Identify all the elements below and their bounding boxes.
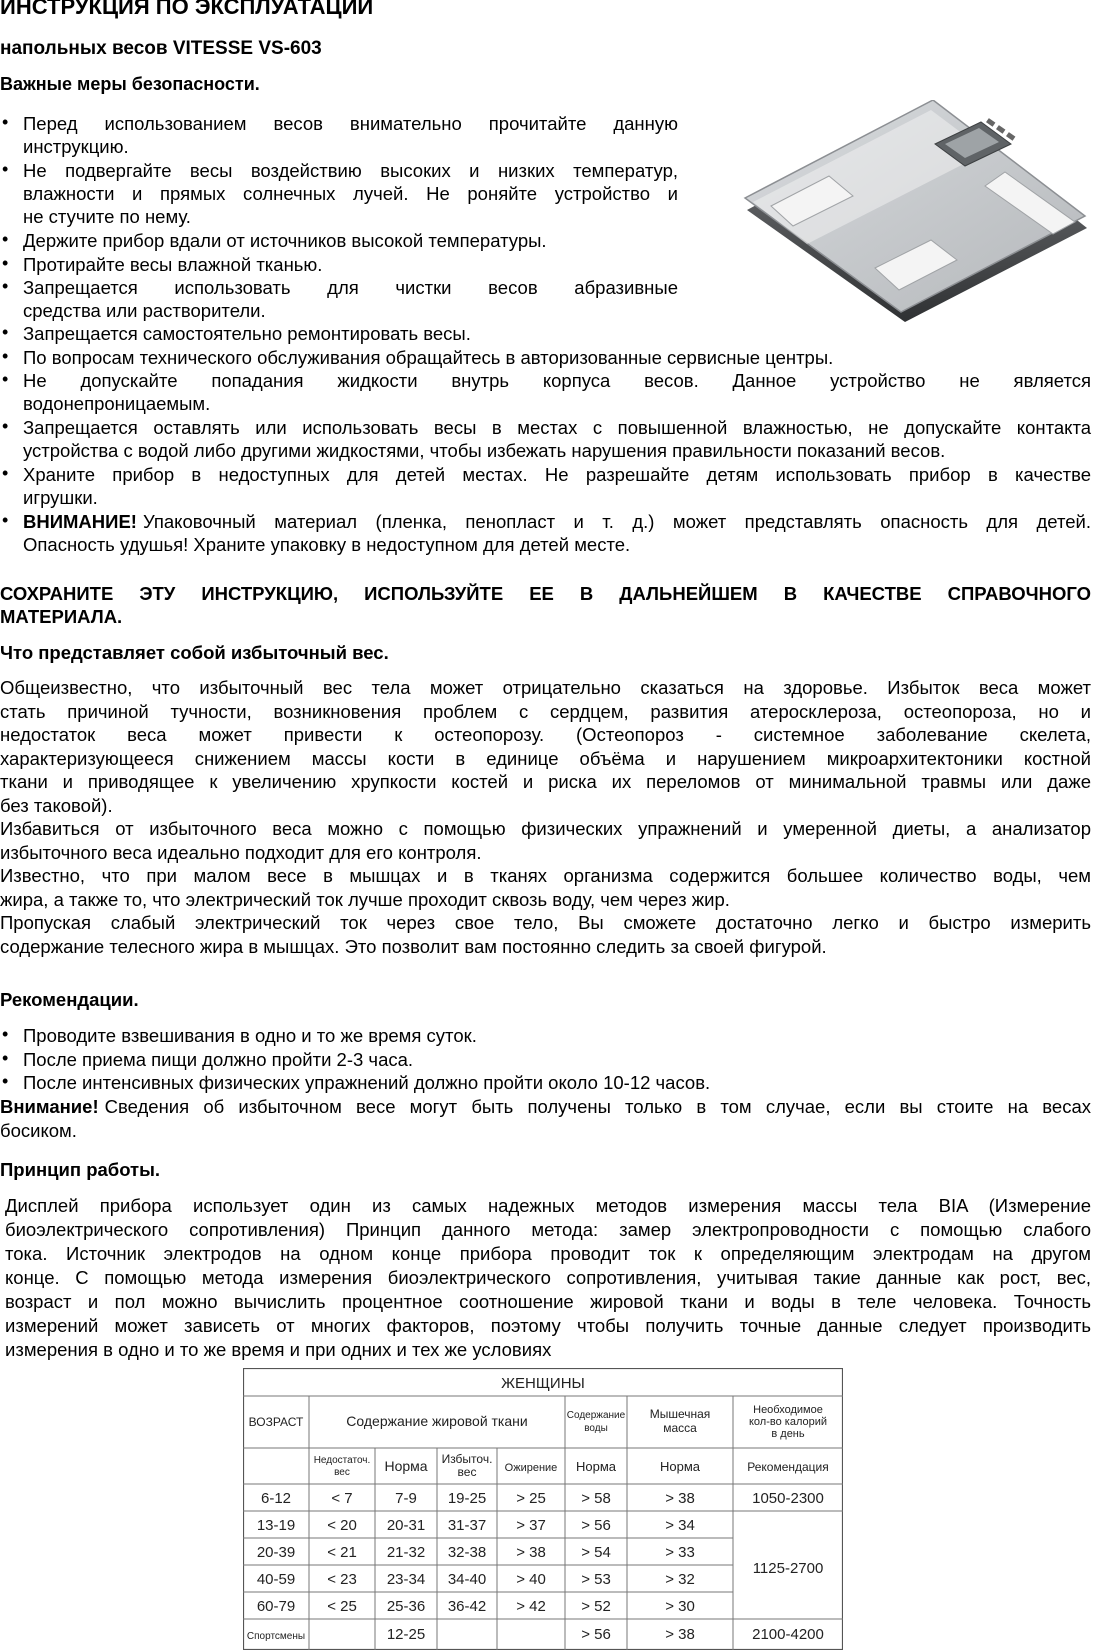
safety-line: игрушки. bbox=[23, 487, 98, 508]
excess-heading: Что представляет собой избыточный вес. bbox=[0, 642, 389, 663]
bullet: • bbox=[2, 463, 9, 483]
excess-line: содержание телесного жира в мышцах. Это позволит вам постоянно следить за своей фигурой. bbox=[0, 936, 827, 957]
safety-line: Запрещается оставлять или использовать весы в местах с повышенной влажностью, не допускайте контакта bbox=[23, 417, 1091, 438]
recommendation-item: После приема пищи должно пройти 2-3 часа. bbox=[23, 1049, 414, 1070]
header-fat: Содержание жировой ткани bbox=[346, 1413, 528, 1429]
excess-line: недостаток веса может привести к остеопорозу. (Остеопороз - системное заболевание скелета, bbox=[0, 724, 1091, 745]
bullet: • bbox=[2, 510, 9, 530]
safety-line: Перед использованием весов внимательно прочитайте данную bbox=[23, 113, 678, 134]
women-table bbox=[243, 1368, 843, 1650]
cell: > 40 bbox=[516, 1571, 546, 1588]
subheader-underweight: Недостаточ. bbox=[313, 1455, 371, 1466]
header-calories: Необходимое bbox=[753, 1404, 823, 1416]
attention-text: босиком. bbox=[0, 1120, 77, 1141]
cell: 60-79 bbox=[256, 1598, 296, 1615]
excess-line: Общеизвестно, что избыточный вес тела может отрицательно сказаться на здоровье. Избыток веса может bbox=[0, 677, 1091, 698]
page-subtitle: напольных весов VITESSE VS-603 bbox=[0, 38, 322, 59]
excess-line: стать причиной тучности, возникновения проблем с сердцем, развития атеросклероза, остеопороза, но и bbox=[0, 701, 1091, 722]
cell: < 21 bbox=[327, 1544, 357, 1561]
cell: 2100-4200 bbox=[752, 1626, 824, 1643]
cell: 40-59 bbox=[256, 1571, 296, 1588]
cell: 32-38 bbox=[447, 1544, 487, 1561]
safety-line: Опасность удушья! Храните упаковку в недоступном для детей месте. bbox=[23, 534, 631, 555]
women-table-grid bbox=[243, 1368, 843, 1650]
excess-line: Избавиться от избыточного веса можно с помощью физических упражнений и умеренной диеты, а анализатор bbox=[0, 818, 1091, 839]
cell: 12-25 bbox=[386, 1626, 426, 1643]
cell: > 37 bbox=[516, 1517, 546, 1534]
excess-line: без таковой). bbox=[0, 795, 113, 816]
cell: 1050-2300 bbox=[752, 1490, 824, 1507]
principle-line: измерения в одно и то же время и при одних и тех же условиях bbox=[5, 1339, 552, 1360]
principle-line: возраст и пол можно вычислить процентное соотношение жировой ткани и воды в теле человека. Точность bbox=[5, 1291, 1091, 1312]
recommendations-heading: Рекомендации. bbox=[0, 989, 139, 1010]
cell: > 38 bbox=[665, 1490, 695, 1507]
bullet: • bbox=[2, 1048, 9, 1068]
recommendation-item: Проводите взвешивания в одно и то же время суток. bbox=[23, 1025, 477, 1046]
cell: 34-40 bbox=[447, 1571, 487, 1588]
cell: 36-42 bbox=[447, 1598, 487, 1615]
cell: < 7 bbox=[331, 1490, 353, 1507]
subheader-norm: Норма bbox=[384, 1458, 428, 1474]
bullet: • bbox=[2, 159, 9, 179]
safety-line: влажности и прямых солнечных лучей. Не роняйте устройство и bbox=[23, 183, 678, 204]
attention-text: Сведения об избыточном весе могут быть получены только в том случае, если вы стоите на весах bbox=[104, 1096, 1091, 1117]
cell: > 30 bbox=[665, 1598, 695, 1615]
cell: 6-12 bbox=[260, 1490, 292, 1507]
principle-line: конце. С помощью метода измерения биоэлектрического сопротивления, учитывая такие данные как рост, вес, bbox=[5, 1267, 1091, 1288]
safety-line: Протирайте весы влажной тканью. bbox=[23, 254, 323, 275]
safety-line: не стучите по нему. bbox=[23, 206, 191, 227]
recommendation-item: После интенсивных физических упражнений должно пройти около 10-12 часов. bbox=[23, 1072, 711, 1093]
safety-line: Держите прибор вдали от источников высокой температуры. bbox=[23, 230, 547, 251]
header-age: ВОЗРАСТ bbox=[248, 1415, 304, 1429]
cell: > 58 bbox=[581, 1490, 611, 1507]
cell: > 33 bbox=[665, 1544, 695, 1561]
cell: 25-36 bbox=[386, 1598, 426, 1615]
principle-line: измерений может зависеть от многих факторов, поэтому чтобы получить точные данные следует производить bbox=[5, 1315, 1091, 1336]
safety-line: инструкцию. bbox=[23, 136, 129, 157]
subheader-underweight: вес bbox=[334, 1467, 350, 1478]
cell: > 54 bbox=[581, 1544, 611, 1561]
cell: < 20 bbox=[327, 1517, 357, 1534]
bullet: • bbox=[2, 1024, 9, 1044]
cell: 23-34 bbox=[386, 1571, 426, 1588]
cell: > 56 bbox=[581, 1626, 611, 1643]
cell: > 53 bbox=[581, 1571, 611, 1588]
principle-line: биоэлектрического сопротивления) Принцип данного метода: замер электропроводности с помощью слабого bbox=[5, 1219, 1091, 1240]
warning-line bbox=[23, 510, 1091, 533]
save-notice: МАТЕРИАЛА. bbox=[0, 606, 123, 627]
cell: 20-31 bbox=[386, 1517, 426, 1534]
cell: > 56 bbox=[581, 1517, 611, 1534]
safety-line: Не допускайте попадания жидкости внутрь корпуса весов. Данное устройство не является bbox=[23, 370, 1091, 391]
header-calories: кол-во калорий bbox=[748, 1416, 828, 1428]
scale-image bbox=[735, 100, 1095, 330]
bullet: • bbox=[2, 322, 9, 342]
safety-line: По вопросам технического обслуживания обращайтесь в авторизованные сервисные центры. bbox=[23, 347, 834, 368]
safety-heading: Важные меры безопасности. bbox=[0, 74, 260, 94]
excess-line: Известно, что при малом весе в мышцах и в тканях организма содержится большее количество воды, чем bbox=[0, 865, 1091, 886]
safety-line: Запрещается использовать для чистки весов абразивные bbox=[23, 277, 678, 298]
page-title: ИНСТРУКЦИЯ ПО ЭКСПЛУАТАЦИИ bbox=[0, 0, 374, 19]
safety-line: Храните прибор в недоступных для детей местах. Не разрешайте детям использовать прибор в качестве bbox=[23, 464, 1091, 485]
cell: 13-19 bbox=[256, 1517, 296, 1534]
cell: 19-25 bbox=[447, 1490, 487, 1507]
excess-line: жира, а также то, что электрический ток лучше проходит сквозь воду, чем через жир. bbox=[0, 889, 730, 910]
excess-line: Пропуская слабый электрический ток через свое тело, Вы сможете достаточно легко и быстро измерить bbox=[0, 912, 1091, 933]
cell: > 32 bbox=[665, 1571, 695, 1588]
bullet: • bbox=[2, 416, 9, 436]
cell: > 38 bbox=[516, 1544, 546, 1561]
table-title: ЖЕНЩИНЫ bbox=[501, 1375, 585, 1392]
cell: 7-9 bbox=[395, 1490, 417, 1507]
cell: > 25 bbox=[516, 1490, 546, 1507]
bullet: • bbox=[2, 369, 9, 389]
safety-line: устройства с водой либо другими жидкостями, чтобы избежать нарушения правильности показаний весов. bbox=[23, 440, 946, 461]
cell: > 38 bbox=[665, 1626, 695, 1643]
excess-line: характеризующееся снижением массы кости в единице объёма и нарушением микроархитектоники костной bbox=[0, 748, 1091, 769]
principle-line: Дисплей прибора использует один из самых надежных методов измерения массы тела BIA (Измерение bbox=[5, 1195, 1091, 1216]
cell: > 34 bbox=[665, 1517, 695, 1534]
save-notice: СОХРАНИТЕ ЭТУ ИНСТРУКЦИЮ, ИСПОЛЬЗУЙТЕ ЕЕ В ДАЛЬНЕЙШЕМ В КАЧЕСТВЕ СПРАВОЧНОГО bbox=[0, 583, 1091, 604]
attention-line bbox=[0, 1095, 1091, 1118]
subheader-recommendation: Рекомендация bbox=[747, 1460, 829, 1474]
bullet: • bbox=[2, 229, 9, 249]
principle-heading: Принцип работы. bbox=[0, 1159, 161, 1180]
cell: < 25 bbox=[327, 1598, 357, 1615]
attention-label: Внимание! bbox=[0, 1096, 99, 1117]
safety-line: водонепроницаемым. bbox=[23, 393, 211, 414]
header-muscle: масса bbox=[663, 1421, 697, 1435]
cell: > 52 bbox=[581, 1598, 611, 1615]
cell: Спортсмены bbox=[246, 1631, 306, 1642]
safety-line: Упаковочный материал (пленка, пенопласт и т. д.) может представлять опасность для детей. bbox=[142, 511, 1091, 532]
bullet: • bbox=[2, 1071, 9, 1091]
header-muscle: Мышечная bbox=[649, 1407, 711, 1421]
excess-line: избыточного веса идеально подходит для его контроля. bbox=[0, 842, 482, 863]
header-water: Содержание bbox=[566, 1410, 626, 1421]
cell: > 42 bbox=[516, 1598, 546, 1615]
safety-line: Запрещается самостоятельно ремонтировать весы. bbox=[23, 323, 471, 344]
cell: 31-37 bbox=[447, 1517, 487, 1534]
header-water: воды bbox=[584, 1423, 608, 1434]
warning-label: ВНИМАНИЕ! bbox=[23, 511, 137, 532]
safety-line: Не подвергайте весы воздействию высоких и низких температур, bbox=[23, 160, 678, 181]
safety-line: средства или растворители. bbox=[23, 300, 266, 321]
subheader-obese: Ожирение bbox=[504, 1462, 558, 1474]
subheader-overweight: Избыточ. bbox=[441, 1452, 493, 1466]
cell: < 23 bbox=[327, 1571, 357, 1588]
bullet: • bbox=[2, 276, 9, 296]
cell: 21-32 bbox=[386, 1544, 426, 1561]
cell: 20-39 bbox=[256, 1544, 296, 1561]
bullet: • bbox=[2, 112, 9, 132]
cell: 1125-2700 bbox=[752, 1560, 824, 1577]
principle-line: тока. Источник электродов на одном конце прибора проводит ток к определяющим электродам на другом bbox=[5, 1243, 1091, 1264]
bullet: • bbox=[2, 253, 9, 273]
subheader-overweight: вес bbox=[457, 1465, 477, 1479]
header-calories: в день bbox=[771, 1428, 805, 1440]
bullet: • bbox=[2, 346, 9, 366]
subheader-muscle-norm: Норма bbox=[659, 1459, 701, 1474]
subheader-water-norm: Норма bbox=[575, 1459, 617, 1474]
excess-line: ткани и приводящее к увеличению хрупкости костей и риска их переломов от минимальной травмы или даже bbox=[0, 771, 1091, 792]
